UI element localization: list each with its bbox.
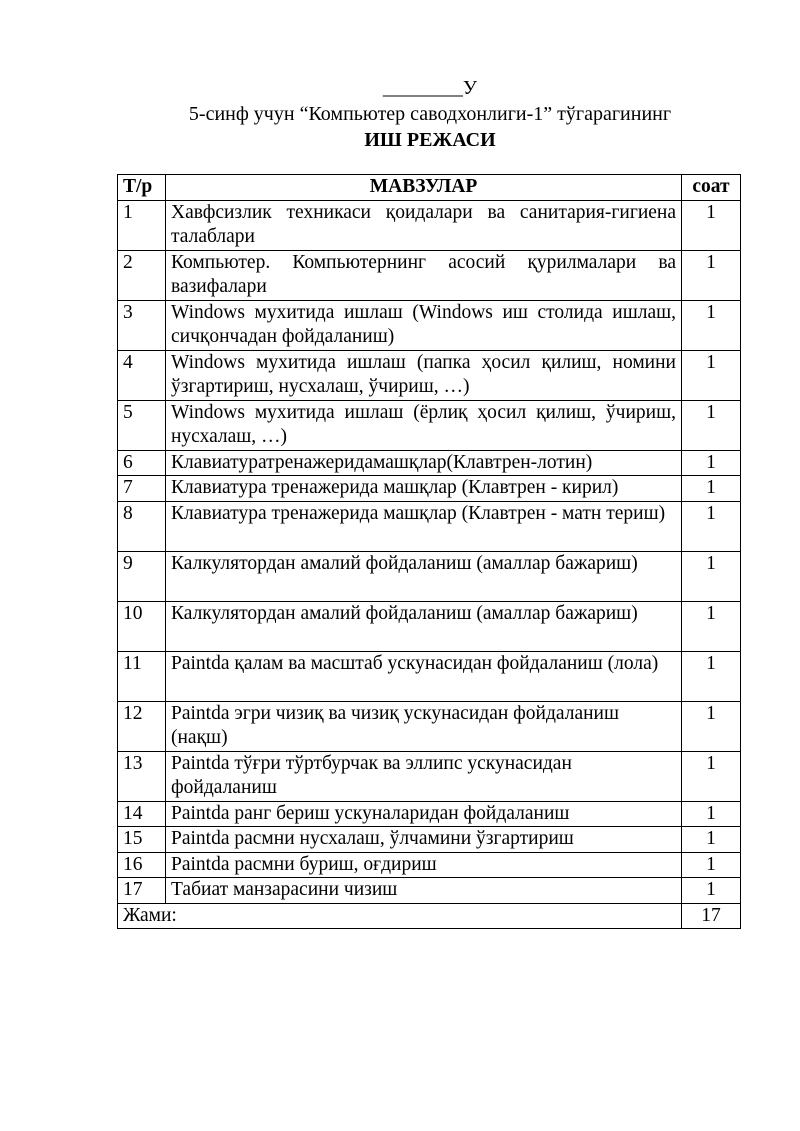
row-topic: Paintda ранг бериш ускуналаридан фойдаланиш (166, 801, 682, 827)
table-row (118, 651, 741, 701)
row-hours: 1 (682, 601, 741, 651)
column-header-hours: соат (682, 175, 741, 201)
table-row (118, 551, 741, 601)
row-number: 1 (118, 200, 166, 250)
row-topic: Paintda расмни нусхалаш, ўлчамини ўзгартириш (166, 827, 682, 853)
row-hours: 1 (682, 827, 741, 853)
table-row (118, 350, 741, 400)
row-topic: Калкулятордан амалий фойдаланиш (амаллар бажариш) (166, 551, 682, 601)
row-topic: Paintda расмни буриш, оғдириш (166, 852, 682, 878)
table-row (118, 801, 741, 827)
table-row (118, 400, 741, 450)
row-number: 11 (118, 651, 166, 701)
row-topic: Компьютер. Компьютернинг асосий қурилмалари ва вазифалари (166, 250, 682, 300)
table-row (118, 601, 741, 651)
row-number: 7 (118, 476, 166, 502)
row-number: 2 (118, 250, 166, 300)
row-number: 15 (118, 827, 166, 853)
table-row (118, 250, 741, 300)
table-row (118, 827, 741, 853)
table-row (118, 476, 741, 502)
row-topic: Paintda тўғри тўртбурчак ва эллипс ускунасидан фойдаланиш (166, 751, 682, 801)
table-row (118, 501, 741, 551)
row-number: 17 (118, 878, 166, 904)
row-hours: 1 (682, 300, 741, 350)
column-header-topics: МАВЗУЛАР (166, 175, 682, 201)
row-number: 13 (118, 751, 166, 801)
row-hours: 1 (682, 551, 741, 601)
table-total-row (118, 903, 741, 929)
row-number: 8 (118, 501, 166, 551)
row-topic: Клавиатуратренажеридамашқлар(Клавтрен-лотин) (166, 450, 682, 476)
row-number: 12 (118, 701, 166, 751)
row-topic: Табиат манзарасини чизиш (166, 878, 682, 904)
table-row (118, 878, 741, 904)
row-number: 4 (118, 350, 166, 400)
row-hours: 1 (682, 501, 741, 551)
row-hours: 1 (682, 801, 741, 827)
table-row (118, 852, 741, 878)
row-topic: Клавиатура тренажерида машқлар (Клавтрен - матн териш) (166, 501, 682, 551)
row-topic: Windows мухитида ишлаш (папка ҳосил қилиш, номини ўзгартириш, нусхалаш, ўчириш, …) (166, 350, 682, 400)
total-label: Жами: (118, 903, 682, 929)
table-row (118, 200, 741, 250)
document-title: ИШ РЕЖАСИ (364, 129, 496, 151)
row-topic: Калкулятордан амалий фойдаланиш (амаллар бажариш) (166, 601, 682, 651)
row-hours: 1 (682, 751, 741, 801)
row-topic: Windows мухитида ишлаш (ёрлиқ ҳосил қилиш, ўчириш, нусхалаш, …) (166, 400, 682, 450)
row-hours: 1 (682, 250, 741, 300)
row-hours: 1 (682, 400, 741, 450)
row-hours: 1 (682, 852, 741, 878)
row-number: 16 (118, 852, 166, 878)
table-header-row (118, 175, 741, 201)
approval-line: ________У (382, 77, 478, 99)
row-topic: Paintda қалам ва масштаб ускунасидан фойдаланиш (лола) (166, 651, 682, 701)
column-header-number: Т/р (118, 175, 166, 201)
row-number: 10 (118, 601, 166, 651)
row-hours: 1 (682, 476, 741, 502)
row-hours: 1 (682, 350, 741, 400)
row-topic: Windows мухитида ишлаш (Windows иш столида ишлаш, сичқончадан фойдаланиш) (166, 300, 682, 350)
work-plan-table (117, 174, 741, 929)
row-number: 5 (118, 400, 166, 450)
row-hours: 1 (682, 200, 741, 250)
row-hours: 1 (682, 878, 741, 904)
row-topic: Клавиатура тренажерида машқлар (Клавтрен - кирил) (166, 476, 682, 502)
row-hours: 1 (682, 450, 741, 476)
row-hours: 1 (682, 651, 741, 701)
row-number: 3 (118, 300, 166, 350)
row-topic: Хавфсизлик техникаси қоидалари ва санитария-гигиена талаблари (166, 200, 682, 250)
row-number: 14 (118, 801, 166, 827)
row-topic: Paintda эгри чизиқ ва чизиқ ускунасидан фойдаланиш (нақш) (166, 701, 682, 751)
table-row (118, 450, 741, 476)
row-number: 6 (118, 450, 166, 476)
table-row (118, 751, 741, 801)
row-hours: 1 (682, 701, 741, 751)
table-row (118, 701, 741, 751)
total-hours: 17 (682, 903, 741, 929)
table-row (118, 300, 741, 350)
document-subtitle: 5-синф учун “Компьютер саводхонлиги-1” тўгарагининг (188, 103, 672, 125)
row-number: 9 (118, 551, 166, 601)
